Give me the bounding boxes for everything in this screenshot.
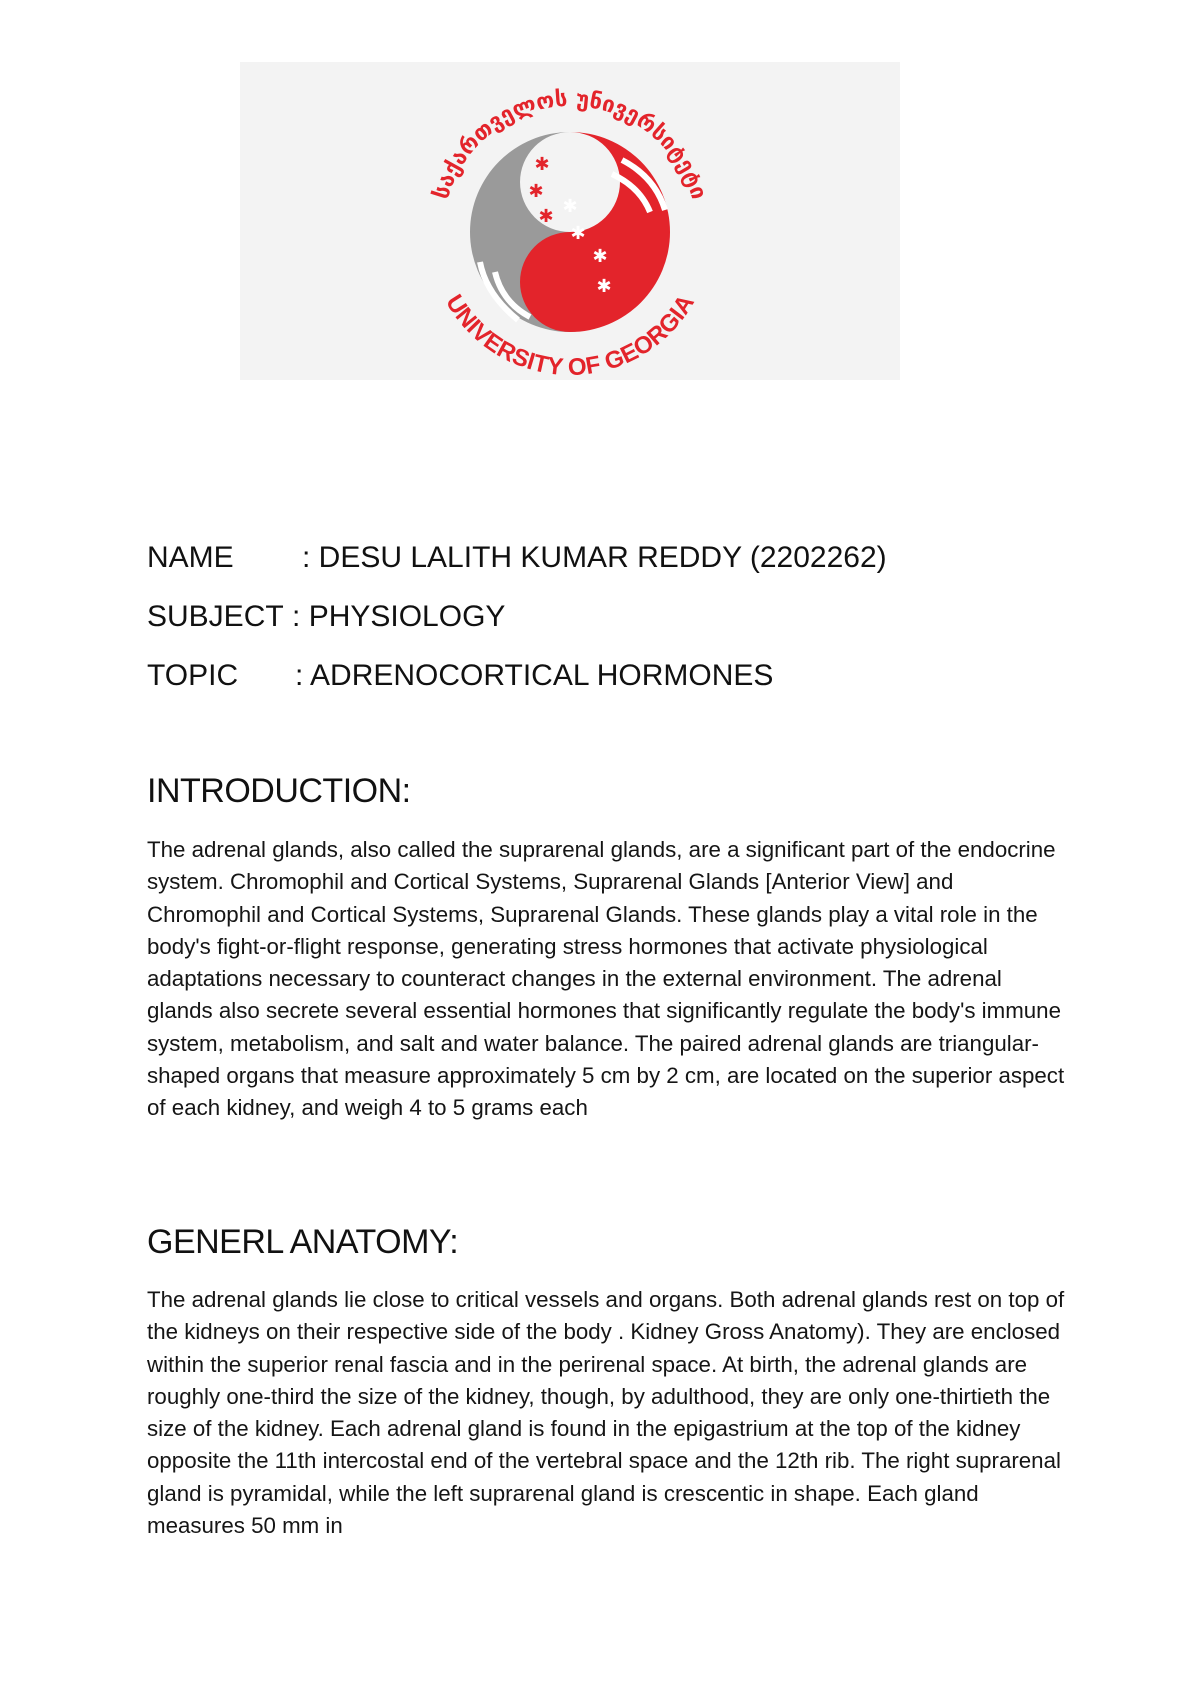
svg-text:✱: ✱ xyxy=(538,206,554,227)
logo-english-text: UNIVERSITY OF GEORGIA xyxy=(440,290,700,380)
svg-text:✱: ✱ xyxy=(562,196,578,217)
topic-row xyxy=(147,646,887,705)
svg-text:✱: ✱ xyxy=(528,181,544,202)
subject-value: : PHYSIOLOGY xyxy=(283,600,506,633)
university-of-georgia-seal xyxy=(240,62,900,380)
subject-label: SUBJECT xyxy=(147,600,284,633)
topic-value: : ADRENOCORTICAL HORMONES xyxy=(295,659,774,692)
introduction-heading: INTRODUCTION: xyxy=(147,772,411,810)
subject-row xyxy=(147,587,887,646)
svg-text:✱: ✱ xyxy=(570,223,586,244)
svg-text:✱: ✱ xyxy=(596,276,612,297)
anatomy-heading: GENERL ANATOMY: xyxy=(147,1223,459,1261)
introduction-paragraph: The adrenal glands, also called the suprarenal glands, are a significant part of the endocrine system. Chromophil and Cortical Systems, Suprarenal Glands [Anterior View] and Chromophil and Cortical Systems, Suprarenal Glands. These glands play a vital role in the body's fight-or-flight response, generating stress hormones that activate physiological adaptations necessary to counteract changes in the external environment. The adrenal glands also secrete several essential hormones that significantly regulate the body's immune system, metabolism, and salt and water balance. The paired adrenal glands are triangular-shaped organs that measure approximately 5 cm by 2 cm, are located on the superior aspect of each kidney, and weigh 4 to 5 grams each xyxy=(147,837,1065,1121)
topic-label: TOPIC xyxy=(147,659,239,692)
name-row xyxy=(147,528,887,587)
name-value: : DESU LALITH KUMAR REDDY (2202262) xyxy=(302,541,887,574)
anatomy-paragraph: The adrenal glands lie close to critical vessels and organs. Both adrenal glands rest on top of the kidneys on their respective side of the body . Kidney Gross Anatomy). They are enclosed within the superior renal fascia and in the perirenal space. At birth, the adrenal glands are roughly one-third the size of the kidney, though, by adulthood, they are only one-thirtieth the size of the kidney. Each adrenal gland is found in the epigastrium at the top of the kidney opposite the 11th intercostal end of the vertebral space and the 12th rib. The right suprarenal gland is pyramidal, while the left suprarenal gland is crescentic in shape. Each gland measures 50 mm in xyxy=(147,1287,1065,1539)
student-info xyxy=(147,528,887,705)
svg-text:✱: ✱ xyxy=(592,246,608,267)
svg-text:✱: ✱ xyxy=(534,154,550,175)
logo-georgian-text: საქართველოს უნივერსიტეტი xyxy=(428,86,712,203)
name-label: NAME xyxy=(147,541,234,574)
university-logo xyxy=(240,62,900,380)
